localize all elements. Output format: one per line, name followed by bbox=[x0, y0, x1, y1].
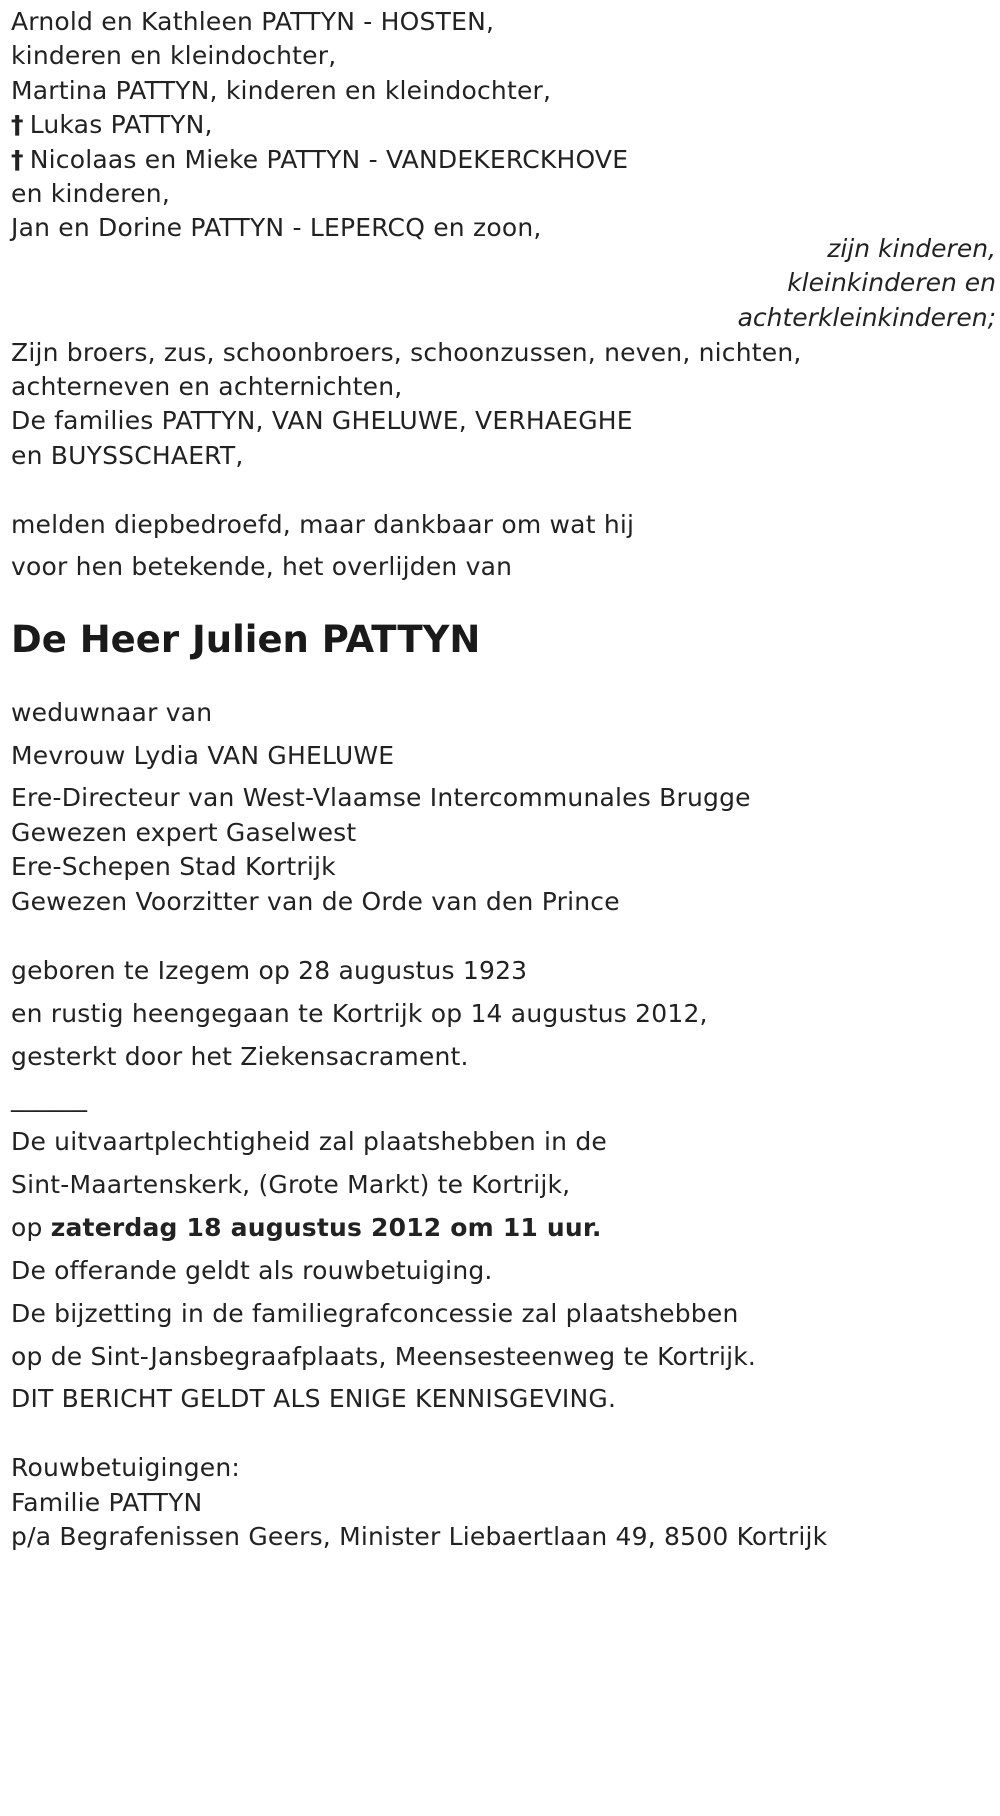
deceased-name: De Heer Julien PATTYN bbox=[11, 618, 481, 661]
family-line-5-text: Nicolaas en Mieke PATTYN - VANDEKERCKHOVE bbox=[29, 145, 629, 174]
widower-of: weduwnaar van bbox=[11, 698, 213, 727]
deceased-title-2: Gewezen expert Gaselwest bbox=[11, 818, 357, 847]
relation-line-1: zijn kinderen, bbox=[827, 234, 996, 263]
announcement-line-2: voor hen betekende, het overlijden van bbox=[11, 552, 513, 581]
birth-line: geboren te Izegem op 28 augustus 1923 bbox=[11, 956, 528, 985]
funeral-line-2: Sint-Maartenskerk, (Grote Markt) te Kortrijk, bbox=[11, 1170, 571, 1199]
funeral-date: zaterdag 18 augustus 2012 om 11 uur. bbox=[50, 1213, 602, 1242]
cross-icon: † bbox=[11, 145, 24, 174]
relation-line-3: achterkleinkinderen; bbox=[737, 303, 996, 332]
condolences-address: p/a Begrafenissen Geers, Minister Liebaertlaan 49, 8500 Kortrijk bbox=[11, 1522, 828, 1551]
sacrament-line: gesterkt door het Ziekensacrament. bbox=[11, 1042, 469, 1071]
family-line-6: en kinderen, bbox=[11, 179, 170, 208]
funeral-line-1: De uitvaartplechtigheid zal plaatshebben in de bbox=[11, 1127, 608, 1156]
obituary-notice bbox=[11, 0, 996, 1816]
family-line-5 bbox=[11, 145, 628, 175]
family-line-7: Jan en Dorine PATTYN - LEPERCQ en zoon, bbox=[11, 213, 542, 242]
cross-icon: † bbox=[11, 110, 24, 139]
family-line-1: Arnold en Kathleen PATTYN - HOSTEN, bbox=[11, 7, 495, 36]
deceased-title-4: Gewezen Voorzitter van de Orde van den Prince bbox=[11, 887, 620, 916]
family-line-2: kinderen en kleindochter, bbox=[11, 41, 337, 70]
announcement-line-1: melden diepbedroefd, maar dankbaar om wat hij bbox=[11, 510, 635, 539]
relation-line-2: kleinkinderen en bbox=[787, 268, 996, 297]
relatives-line-1: Zijn broers, zus, schoonbroers, schoonzussen, neven, nichten, bbox=[11, 338, 802, 367]
spouse-name: Mevrouw Lydia VAN GHELUWE bbox=[11, 741, 395, 770]
deceased-title-3: Ere-Schepen Stad Kortrijk bbox=[11, 852, 336, 881]
family-line-4 bbox=[11, 110, 213, 140]
funeral-line-7: DIT BERICHT GELDT ALS ENIGE KENNISGEVING. bbox=[11, 1384, 617, 1413]
funeral-line-6: op de Sint-Jansbegraafplaats, Meensesteenweg te Kortrijk. bbox=[11, 1342, 757, 1371]
separator: ______ bbox=[11, 1083, 88, 1112]
relatives-line-4: en BUYSSCHAERT, bbox=[11, 441, 244, 470]
relatives-line-3: De families PATTYN, VAN GHELUWE, VERHAEGHE bbox=[11, 406, 633, 435]
condolences-name: Familie PATTYN bbox=[11, 1488, 203, 1517]
family-line-4-text: Lukas PATTYN, bbox=[29, 110, 213, 139]
funeral-line-3 bbox=[11, 1213, 602, 1243]
relatives-line-2: achterneven en achternichten, bbox=[11, 372, 403, 401]
deceased-title-1: Ere-Directeur van West-Vlaamse Intercommunales Brugge bbox=[11, 783, 751, 812]
death-line: en rustig heengegaan te Kortrijk op 14 augustus 2012, bbox=[11, 999, 708, 1028]
funeral-date-prefix: op bbox=[11, 1213, 43, 1242]
funeral-line-5: De bijzetting in de familiegrafconcessie zal plaatshebben bbox=[11, 1299, 739, 1328]
condolences-heading: Rouwbetuigingen: bbox=[11, 1453, 241, 1482]
family-line-3: Martina PATTYN, kinderen en kleindochter, bbox=[11, 76, 552, 105]
funeral-line-4: De offerande geldt als rouwbetuiging. bbox=[11, 1256, 493, 1285]
